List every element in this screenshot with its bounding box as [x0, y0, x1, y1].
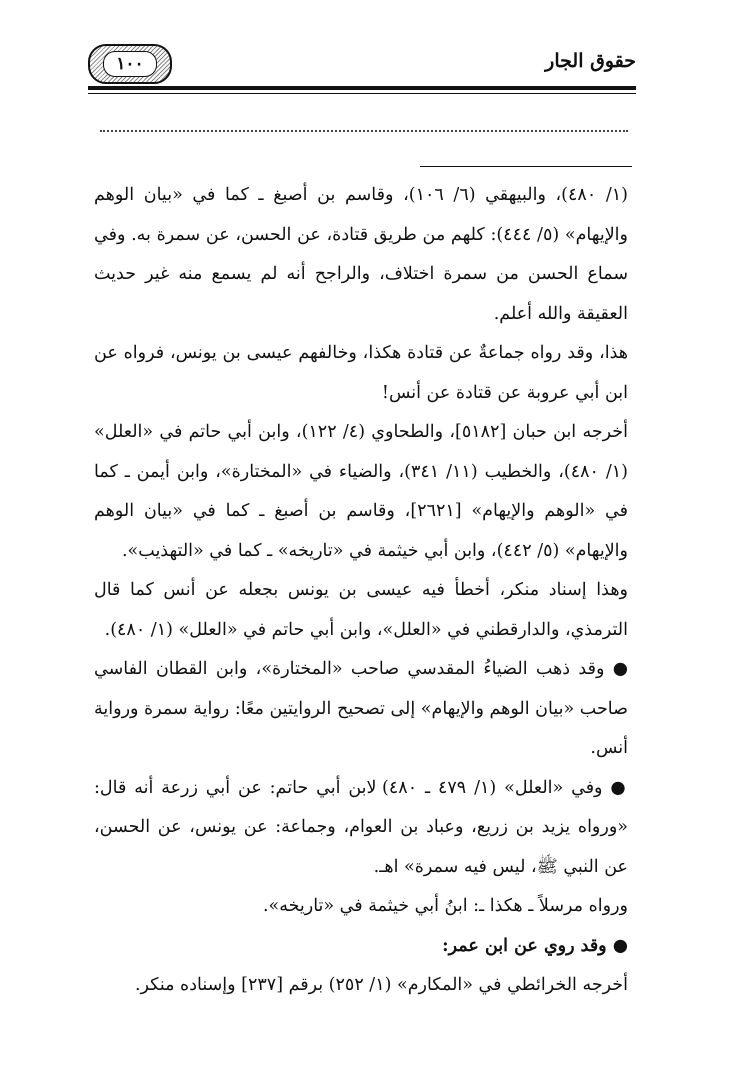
footnote-rule — [420, 166, 632, 167]
footnote-paragraph: أخرجه ابن حبان [٥١٨٢]، والطحاوي (٤/ ١٢٢)، وابن أبي حاتم في «العلل» (١/ ٤٨٠)، والخطيب (١١/ ٣٤١)، والضياء في «المختارة»، وابن أيمن ـ كما في «الوهم والإيهام» [٢٦٢١]، وقاسم بن أصبغ ـ كما في «بيان الوهم والإيهام» (٥/ ٤٤٢)، وابن أبي خيثمة في «تاريخه» ـ كما في «التهذيب». — [94, 422, 628, 561]
page-number-badge — [88, 44, 172, 84]
page-header — [88, 44, 636, 96]
footnote-paragraph: (١/ ٤٨٠)، والبيهقي (٦/ ١٠٦)، وقاسم بن أصبغ ـ كما في «بيان الوهم والإيهام» (٥/ ٤٤٤): كلهم من طريق قتادة، عن الحسن، عن سمرة به. وفي سماع الحسن من سمرة اختلاف، والراجح أنه لم يسمع منه غير حديث العقيقة والله أعلم. — [94, 185, 628, 324]
footnote-paragraph: ورواه مرسلاً ـ هكذا ـ: ابنُ أبي خيثمة في «تاريخه». — [262, 896, 628, 916]
header-rule — [88, 86, 636, 90]
footnote-paragraph: أخرجه الخرائطي في «المكارم» (١/ ٢٥٢) برقم [٢٣٧] وإسناده منكر. — [134, 975, 628, 995]
footnote-paragraph: هذا، وقد رواه جماعةٌ عن قتادة هكذا، وخالفهم عيسى بن يونس، فرواه عن ابن أبي عروبة عن قتادة عن أنس! — [94, 343, 628, 403]
footnote-paragraph: وهذا إسناد منكر، أخطأ فيه عيسى بن يونس بجعله عن أنس كما قال الترمذي، والدارقطني في «العلل»، وابن أبي حاتم في «العلل» (١/ ٤٨٠). — [94, 580, 628, 640]
header-rule-thin — [88, 93, 636, 94]
footnote-paragraph: ● وقد ذهب الضياءُ المقدسي صاحب «المختارة»، وابن القطان الفاسي صاحب «بيان الوهم والإيهام» إلى تصحيح الروايتين معًا: رواية سمرة ورواية أنس. — [94, 659, 628, 758]
page-number: ١٠٠ — [103, 51, 156, 77]
section-heading: ● وقد روي عن ابن عمر: — [442, 935, 628, 956]
footnote-paragraph: ● وفي «العلل» (١/ ٤٧٩ ـ ٤٨٠) لابن أبي حاتم: عن أبي زرعة أنه قال: «ورواه يزيد بن زريع، وعباد بن العوام، وجماعة: عن يونس، عن الحسن، عن النبي ﷺ، ليس فيه سمرة» اهـ. — [94, 777, 628, 877]
running-title: حقوق الجار — [545, 50, 636, 72]
dotted-separator — [100, 130, 628, 132]
footnote-body — [94, 176, 628, 1006]
